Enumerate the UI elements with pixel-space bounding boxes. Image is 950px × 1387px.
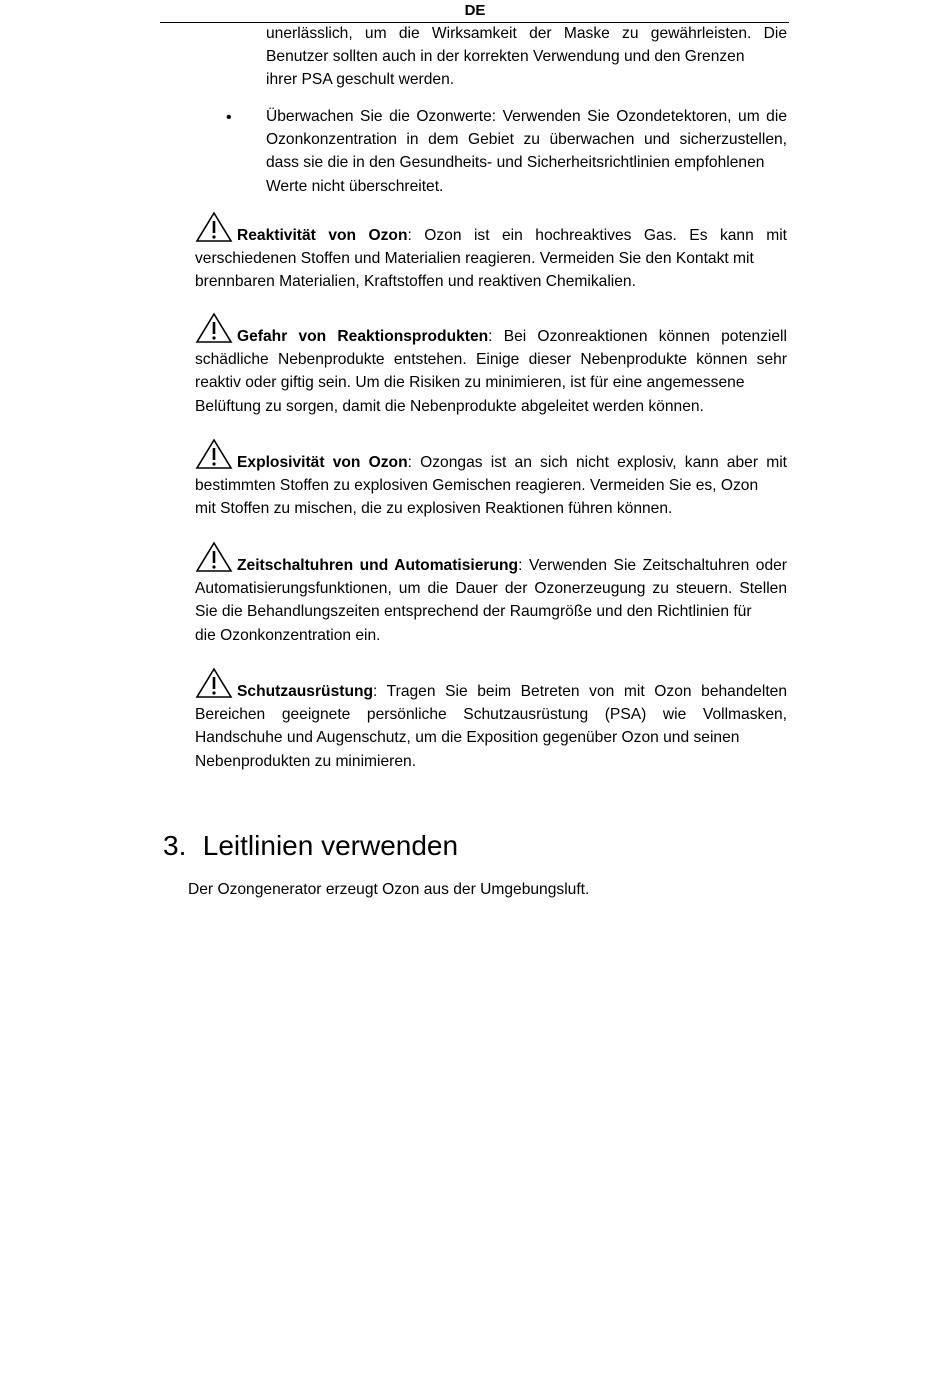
- warning-triangle-icon: [195, 312, 233, 344]
- page-language-header: DE: [464, 2, 486, 19]
- continuation-last-line: ihrer PSA geschult werden.: [266, 71, 455, 89]
- warning-title: Schutzausrüstung: [237, 683, 374, 700]
- bullet-last-line: Werte nicht überschreitet.: [266, 177, 444, 195]
- warning-protective-equipment: [195, 667, 787, 773]
- warning-triangle-icon: [195, 438, 233, 470]
- section-intro-text: Der Ozongenerator erzeugt Ozon aus der Umgebungsluft.: [188, 881, 590, 898]
- warning-text: : Tragen Sie beim Betreten von mit Ozon behandelten Bereichen geeignete persönliche Schutzausrüstung (PSA) wie Vollmasken, Handschuhe und Augenschutz, um die Exposition gegenüber Ozon und seinen: [195, 683, 787, 747]
- warning-title: Zeitschaltuhren und Automatisierung: [237, 557, 519, 574]
- warning-triangle-icon: [195, 541, 233, 573]
- warning-text: : Bei Ozonreaktionen können potenziell schädliche Nebenprodukte entstehen. Einige dieser Nebenprodukte können sehr reaktiv oder giftig sein. Um die Risiken zu minimieren, ist für eine angemessene: [195, 328, 787, 392]
- warning-text: : Verwenden Sie Zeitschaltuhren oder Automatisierungsfunktionen, um die Dauer der Ozonerzeugung zu steuern. Stellen Sie die Behandlungszeiten entsprechend der Raumgröße und den Richtlinien für: [195, 557, 787, 621]
- bullet-text: Überwachen Sie die Ozonwerte: Verwenden Sie Ozondetektoren, um die Ozonkonzentration in dem Gebiet zu überwachen und sicherzustellen, dass sie die in den Gesundheits- und Sicherheitsrichtlinien empfohlenen: [266, 108, 787, 172]
- warning-text: : Ozon ist ein hochreaktives Gas. Es kann mit verschiedenen Stoffen und Materialien reagieren. Vermeiden Sie den Kontakt mit: [195, 227, 788, 268]
- warning-reactivity: [195, 211, 787, 294]
- warning-last-line: Nebenprodukten zu minimieren.: [195, 752, 417, 770]
- continuation-text: unerlässlich, um die Wirksamkeit der Maske zu gewährleisten. Die Benutzer sollten auch in der korrekten Verwendung und den Grenzen: [266, 25, 787, 66]
- section-heading: [163, 826, 458, 866]
- section-number: 3.: [163, 830, 187, 861]
- warning-timers-automation: [195, 541, 787, 647]
- warning-last-line: die Ozonkonzentration ein.: [195, 626, 381, 644]
- bullet-marker: •: [226, 109, 232, 126]
- warning-reaction-products: [195, 312, 787, 418]
- warning-last-line: brennbaren Materialien, Kraftstoffen und reaktiven Chemikalien.: [195, 273, 636, 291]
- warning-explosiveness: [195, 438, 787, 521]
- section-title: Leitlinien verwenden: [202, 830, 459, 861]
- warning-triangle-icon: [195, 211, 233, 243]
- bullet-item-ozone-monitoring: [266, 105, 787, 198]
- warning-text: : Ozongas ist an sich nicht explosiv, kann aber mit bestimmten Stoffen zu explosiven Gemischen reagieren. Vermeiden Sie es, Ozon: [195, 454, 787, 495]
- continuation-paragraph: [266, 22, 787, 92]
- warning-triangle-icon: [195, 667, 233, 699]
- warning-title: Explosivität von Ozon: [237, 454, 408, 471]
- warning-last-line: Belüftung zu sorgen, damit die Nebenprodukte abgeleitet werden können.: [195, 397, 704, 415]
- warning-last-line: mit Stoffen zu mischen, die zu explosiven Reaktionen führen können.: [195, 500, 673, 518]
- warning-title: Reaktivität von Ozon: [237, 227, 408, 244]
- warning-title: Gefahr von Reaktionsprodukten: [237, 328, 489, 345]
